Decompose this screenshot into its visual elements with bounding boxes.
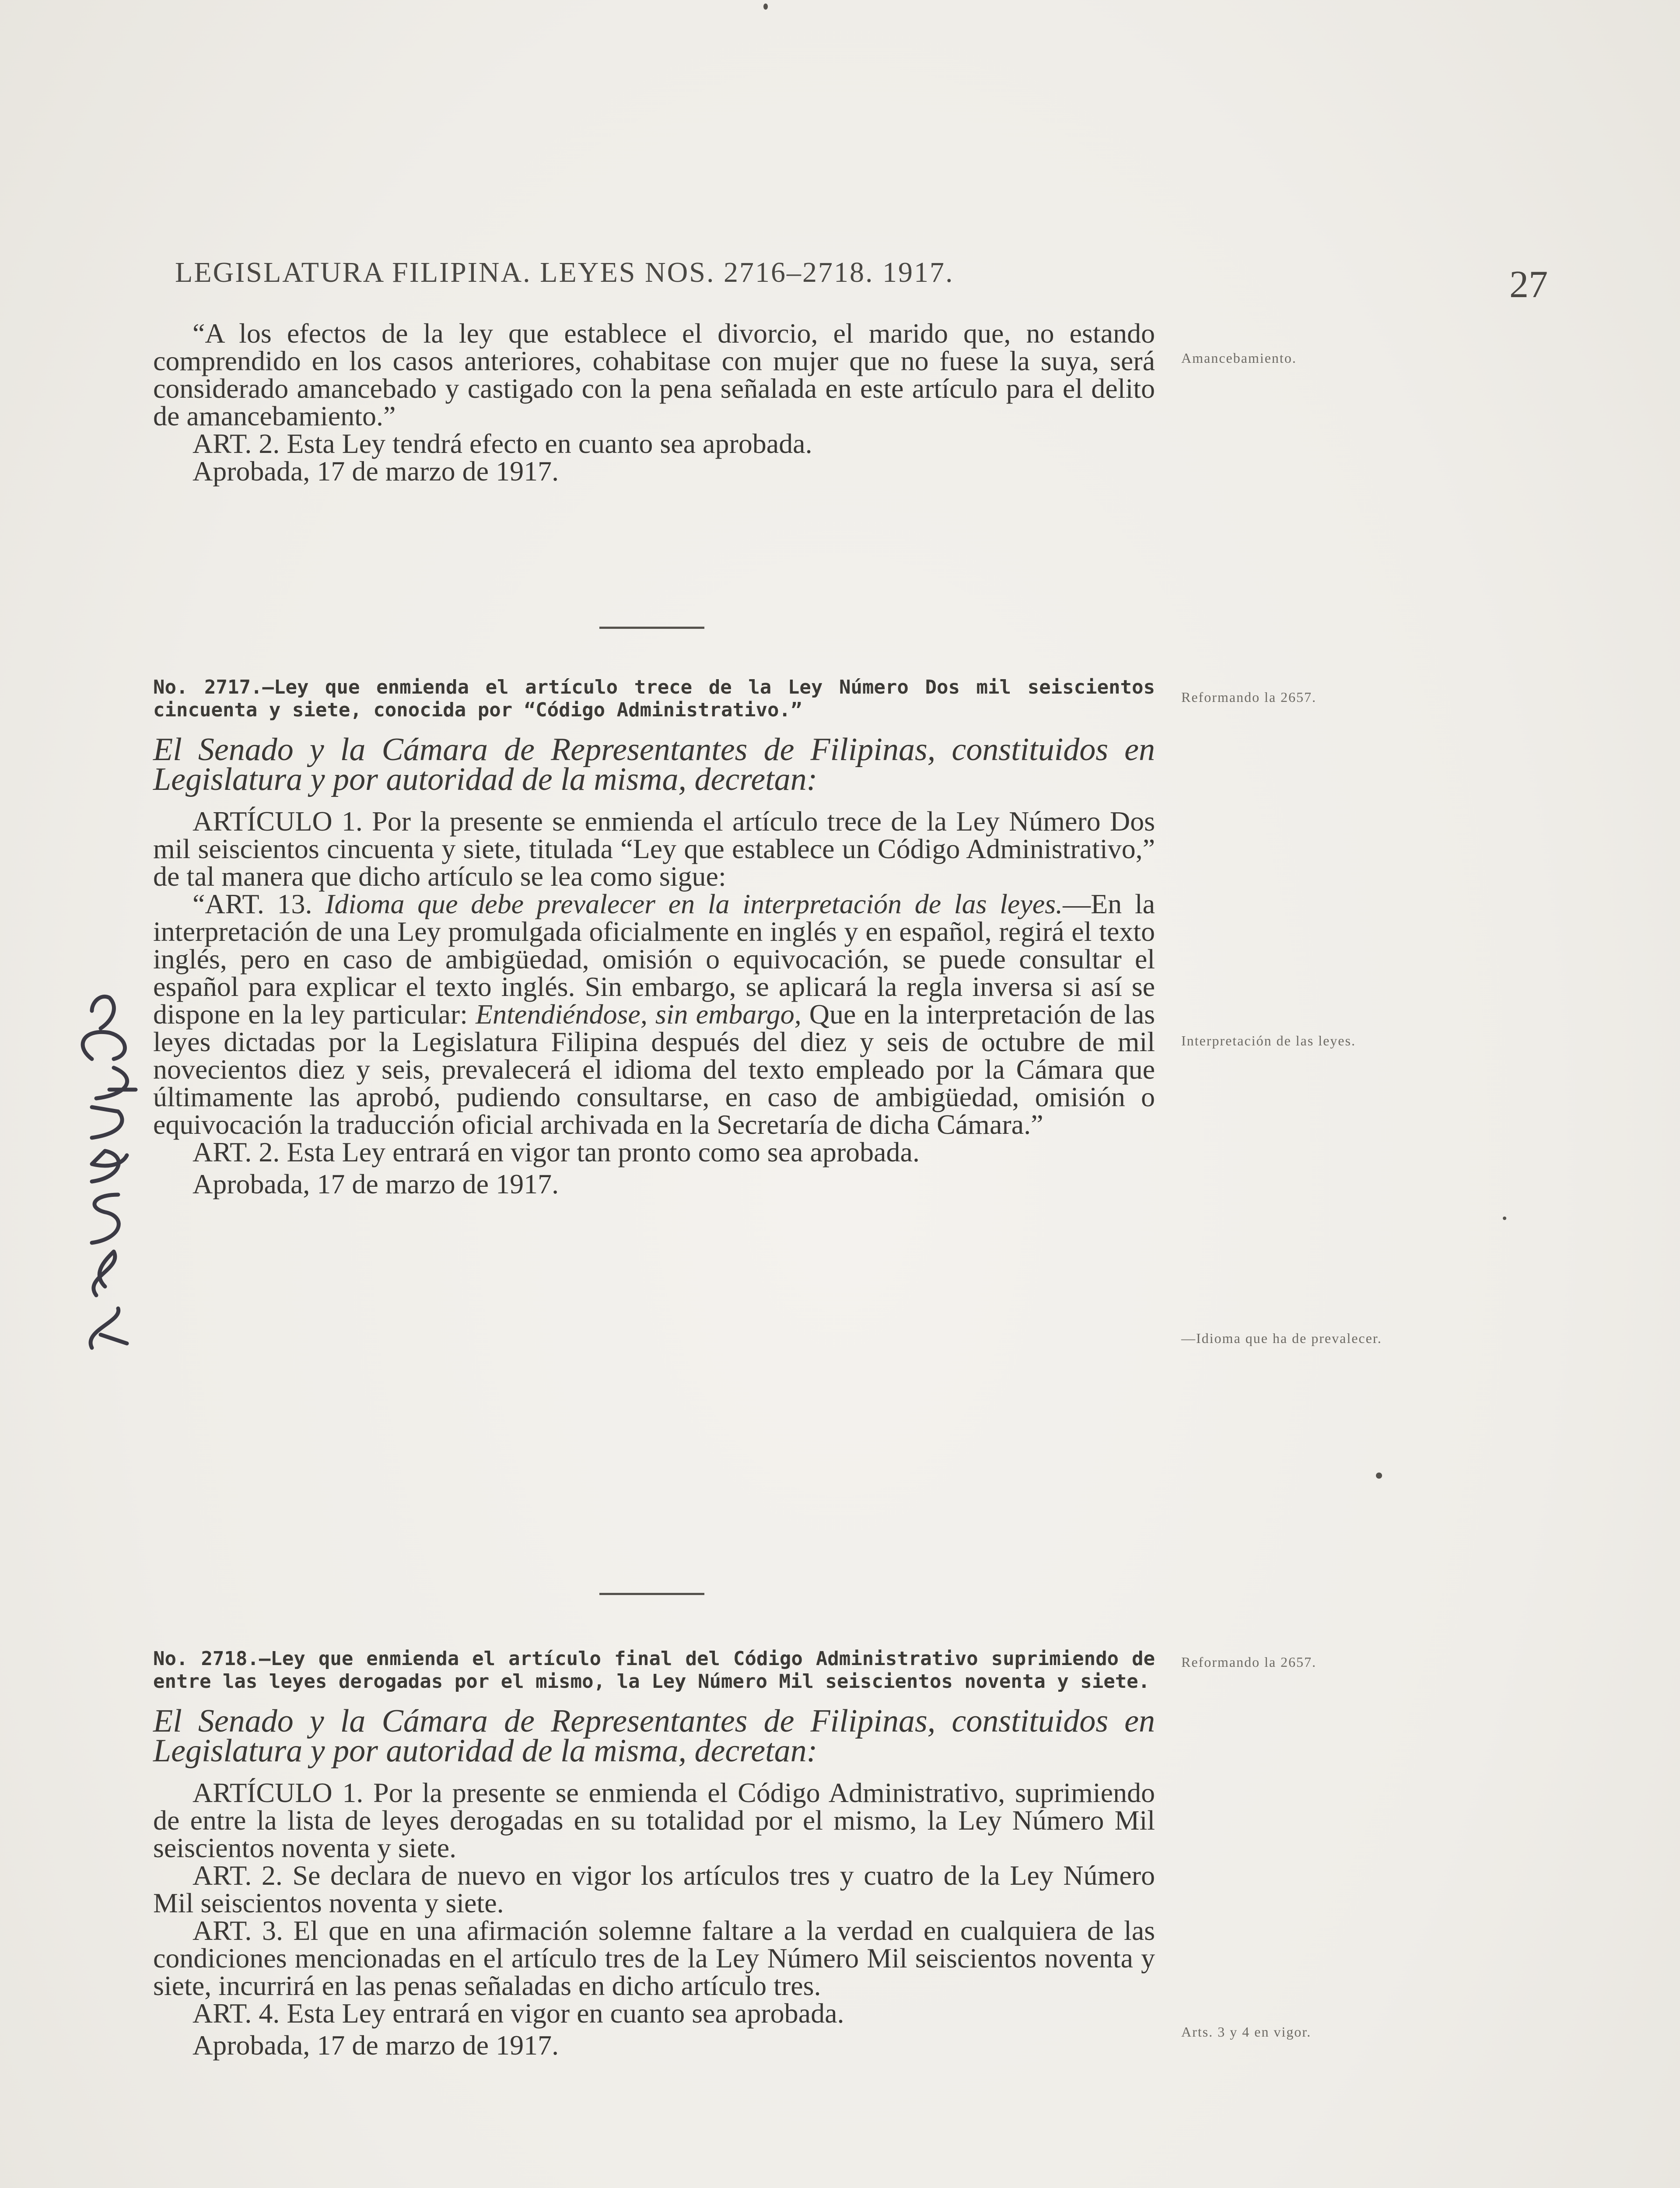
scan-speck (1503, 1217, 1506, 1220)
law-2718-art2: ART. 2. Se declara de nuevo en vigor los artículos tres y cuatro de la Ley Número Mil seiscientos noventa y siete. (153, 1860, 1155, 1918)
law-2718-summary: No. 2718.—Ley que enmienda el artículo final del Código Administrativo suprimiendo de entre las leyes derogadas por el mismo, la Ley Número Mil seiscientos noventa y siete. (153, 1648, 1155, 1693)
running-header: LEGISLATURA FILIPINA. LEYES NOS. 2716–2718. 1917. (175, 256, 954, 288)
art13-text-b: Que en la interpretación de las leyes dictadas por la Legislatura Filipina después del diez y seis de octubre de mil novecientos diez y seis, prevalecerá el idioma del texto empleado por la Cámara que últimamente las aprobó, pudiendo consultarse, en caso de ambigüedad, omisión o equivocación la traducción oficial archivada en la Secretaría de dicha Cámara.” (153, 999, 1155, 1140)
law-2717 (153, 676, 1155, 1198)
margin-note-interpretacion: Interpretación de las leyes. (1181, 1033, 1356, 1048)
margin-note-reformando-2718: Reformando la 2657. (1181, 1654, 1317, 1670)
law-2718-art4: ART. 4. Esta Ley entrará en vigor en cuanto sea aprobada. (192, 1998, 844, 2029)
amended-article-quote: “A los efectos de la ley que establece el divorcio, el marido que, no estando comprendido en los casos anteriores, cohabitase con mujer que no fuese la suya, será considerado amancebado y castigado con la pena señalada en este artículo para el delito de amancebamiento.” (153, 318, 1155, 431)
law-2716-art2: ART. 2. Esta Ley tendrá efecto en cuanto sea aprobada. (192, 428, 812, 459)
law-2716-end (153, 319, 1155, 485)
law-2716-approved: Aprobada, 17 de marzo de 1917. (192, 456, 559, 487)
law-2717-enacting-clause: El Senado y la Cámara de Representantes de Filipinas, constituidos en Legislatura y por autoridad de la misma, decretan: (153, 732, 1155, 797)
section-divider (599, 1593, 704, 1595)
scan-speck (1376, 1473, 1382, 1479)
law-2717-art13 (153, 890, 1155, 1138)
art13-proviso: Entendiéndose, sin embargo, (476, 999, 802, 1030)
law-2718 (153, 1648, 1155, 2059)
law-2718-enacting-clause: El Senado y la Cámara de Representantes de Filipinas, constituidos en Legislatura y por autoridad de la misma, decretan: (153, 1703, 1155, 1769)
art13-title: Idioma que debe prevalecer en la interpretación de las leyes. (325, 888, 1063, 919)
margin-note-arts-vigor: Arts. 3 y 4 en vigor. (1181, 2024, 1312, 2040)
art13-lead: “ART. 13. (192, 888, 312, 919)
law-2717-art2: ART. 2. Esta Ley entrará en vigor tan pronto como sea aprobada. (192, 1136, 920, 1168)
margin-note-idioma: —Idioma que ha de prevalecer. (1181, 1330, 1382, 1346)
handwritten-accession-mark (66, 989, 149, 1363)
law-2718-approved: Aprobada, 17 de marzo de 1917. (192, 2030, 559, 2061)
law-2717-summary: No. 2717.—Ley que enmienda el artículo trece de la Ley Número Dos mil seiscientos cincuenta y siete, conocida por “Código Administrativo.” (153, 676, 1155, 721)
law-2718-art1: ARTÍCULO 1. Por la presente se enmienda el Código Administrativo, suprimiendo de entre la lista de leyes derogadas en su totalidad por el mismo, la Ley Número Mil seiscientos noventa y siete. (153, 1777, 1155, 1863)
law-2717-approved: Aprobada, 17 de marzo de 1917. (192, 1168, 559, 1199)
page-number: 27 (1509, 263, 1548, 306)
law-2717-art1: ARTÍCULO 1. Por la presente se enmienda el artículo trece de la Ley Número Dos mil seiscientos cincuenta y siete, titulada “Ley que establece un Código Administrativo,” de tal manera que dicho artículo se lea como sigue: (153, 806, 1155, 892)
margin-note-amancebamiento: Amancebamiento. (1181, 350, 1297, 366)
scan-speck (763, 4, 768, 10)
margin-note-reformando-2717: Reformando la 2657. (1181, 689, 1317, 705)
law-2718-art3: ART. 3. El que en una afirmación solemne faltare a la verdad en cualquiera de las condiciones mencionadas en el artículo tres de la Ley Número Mil seiscientos noventa y siete, incurrirá en las penas señaladas en dicho artículo tres. (153, 1915, 1155, 2001)
art13-text-a: —En la interpretación de una Ley promulgada oficialmente en inglés y en español, regirá el texto inglés, pero en caso de ambigüedad, omisión o equivocación, se puede consultar el español para explicar el texto inglés. Sin embargo, se aplicará la regla inversa si así se dispone en la ley particular: (153, 888, 1155, 1030)
section-divider (599, 627, 704, 629)
